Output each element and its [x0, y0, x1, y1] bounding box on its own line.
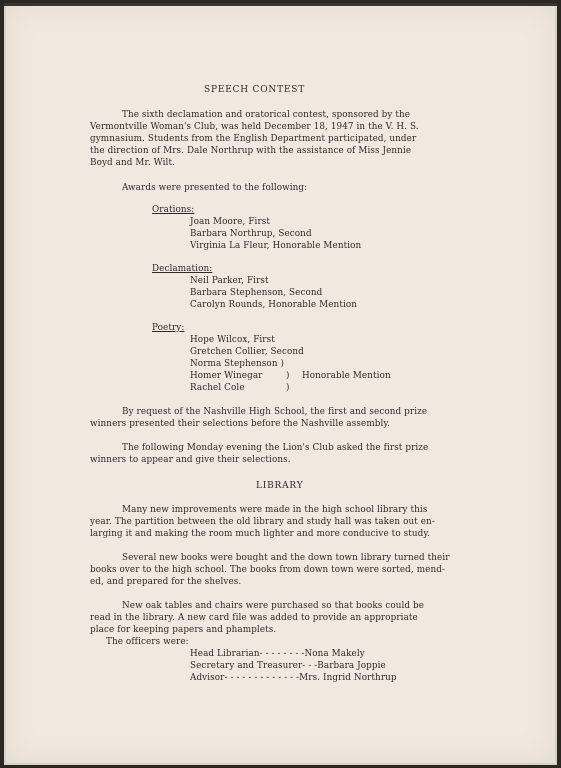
- library-paragraph-line: place for keeping papers and phamplets.: [90, 625, 277, 635]
- library-paragraph-line: year. The partition between the old library and study hall was taken out en-: [90, 517, 435, 527]
- officer-entry: Head Librarian- - - - - - - -Nona Makely: [190, 649, 365, 659]
- award-entry: Carolyn Rounds, Honorable Mention: [190, 300, 358, 310]
- library-paragraph-line: Several new books were bought and the down town library turned their: [122, 553, 450, 563]
- award-entry: Barbara Stephenson, Second: [190, 288, 323, 298]
- library-paragraph-line: larging it and making the room much lighter and more conducive to study.: [90, 529, 431, 539]
- honorable-mention-label: Honorable Mention: [302, 371, 391, 381]
- speech-intro-line: Boyd and Mr. Wilt.: [90, 158, 175, 168]
- award-entry: Norma Stephenson ): [190, 359, 285, 369]
- award-entry: Neil Parker, First: [190, 276, 269, 286]
- award-entry: Hope Wilcox, First: [190, 335, 275, 345]
- lions-line: winners to appear and give their selections.: [90, 455, 291, 465]
- library-paragraph-line: read in the library. A new card file was added to provide an appropriate: [90, 613, 418, 623]
- speech-contest-title: SPEECH CONTEST: [204, 85, 306, 95]
- bracket-paren: ): [286, 371, 290, 381]
- nashville-line: By request of the Nashville High School, the first and second prize: [122, 407, 428, 417]
- awards-intro: Awards were presented to the following:: [122, 183, 308, 193]
- speech-intro-line: gymnasium. Students from the English Department participated, under: [90, 134, 417, 144]
- officer-entry: Secretary and Treasurer- - -Barbara Joppie: [190, 661, 386, 671]
- officer-entry: Advisor- - - - - - - - - - - - -Mrs. Ingrid Northrup: [190, 673, 397, 683]
- library-paragraph-line: New oak tables and chairs were purchased so that books could be: [122, 601, 425, 611]
- bracket-paren: ): [286, 383, 290, 393]
- poetry-heading: Poetry:: [152, 323, 185, 333]
- library-paragraph-line: books over to the high school. The books from down town were sorted, mend-: [90, 565, 446, 575]
- speech-intro-line: Vermontville Woman's Club, was held December 18, 1947 in the V. H. S.: [90, 122, 419, 132]
- award-entry: Barbara Northrup, Second: [190, 229, 312, 239]
- declamation-heading: Declamation:: [152, 264, 213, 274]
- speech-intro-line: The sixth declamation and oratorical contest, sponsored by the: [122, 110, 411, 120]
- award-entry: Virginia La Fleur, Honorable Mention: [190, 241, 362, 251]
- award-entry: Joan Moore, First: [190, 217, 271, 227]
- lions-line: The following Monday evening the Lion's Club asked the first prize: [122, 443, 429, 453]
- award-entry: Homer Winegar: [190, 371, 263, 381]
- officers-intro: The officers were:: [106, 637, 189, 647]
- library-title: LIBRARY: [256, 481, 304, 491]
- library-paragraph-line: Many new improvements were made in the high school library this: [122, 505, 428, 515]
- document-page: [4, 3, 557, 765]
- nashville-line: winners presented their selections before the Nashville assembly.: [90, 419, 391, 429]
- award-entry: Rachel Cole: [190, 383, 245, 393]
- award-entry: Gretchen Collier, Second: [190, 347, 304, 357]
- orations-heading: Orations:: [152, 205, 195, 215]
- library-paragraph-line: ed, and prepared for the shelves.: [90, 577, 242, 587]
- speech-intro-line: the direction of Mrs. Dale Northrup with the assistance of Miss Jennie: [90, 146, 412, 156]
